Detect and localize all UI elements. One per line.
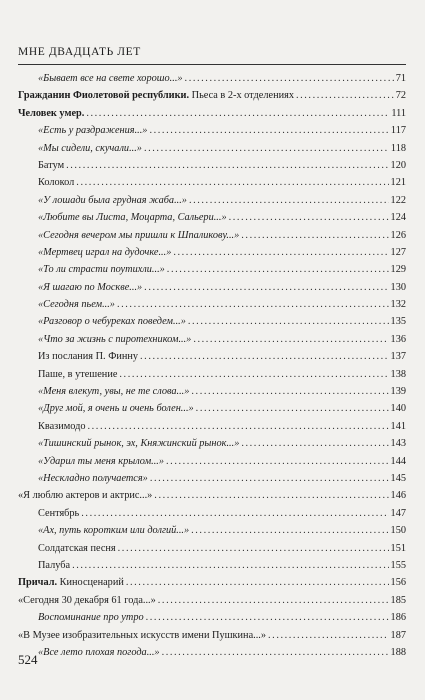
toc-entry-title — [38, 609, 144, 626]
toc-entry-title — [38, 192, 187, 209]
toc-entry-subtitle: Киносценарий — [57, 577, 124, 589]
toc-entry-title — [38, 157, 64, 174]
toc-entry-title — [38, 435, 239, 452]
toc-page-number: 188 — [390, 646, 406, 658]
toc-page-number: 139 — [390, 386, 406, 398]
dot-leader — [119, 366, 388, 383]
toc-entry-title — [38, 279, 142, 296]
dot-leader — [241, 435, 388, 452]
toc-entry-subtitle: «У лошади была грудная жаба...» — [38, 194, 187, 206]
dot-leader — [117, 296, 389, 313]
toc-entry-title — [18, 592, 156, 609]
toc-entry — [18, 87, 406, 104]
dot-leader — [191, 383, 388, 400]
page-number: 524 — [18, 652, 38, 667]
toc-page-number: 140 — [390, 403, 406, 415]
toc-page-number: 143 — [390, 438, 406, 450]
dot-leader — [154, 487, 388, 504]
dot-leader — [140, 348, 389, 365]
toc-page-number: 145 — [390, 472, 406, 484]
table-of-contents — [18, 70, 406, 661]
toc-entry-title — [38, 505, 79, 522]
toc-entry-title — [38, 261, 165, 278]
toc-entry — [18, 557, 406, 574]
toc-entry-subtitle: «Сегодня вечером мы пришли к Шпаликову...» — [38, 229, 240, 241]
toc-entry-title — [38, 366, 117, 383]
toc-page-number: 71 — [395, 73, 406, 84]
toc-entry-title — [38, 470, 148, 487]
toc-page-number: 126 — [390, 229, 406, 241]
toc-entry-subtitle: Паше, в утешение — [38, 368, 118, 380]
dot-leader — [66, 157, 388, 174]
toc-entry — [18, 453, 406, 470]
toc-entry — [18, 487, 406, 504]
toc-entry-title — [38, 244, 171, 261]
toc-entry-title — [18, 87, 294, 104]
dot-leader — [296, 87, 394, 104]
toc-entry-subtitle: «Я шагаю по Москве...» — [38, 281, 143, 293]
toc-page-number: 186 — [390, 612, 406, 624]
toc-entry — [18, 366, 406, 383]
toc-page-number: 144 — [390, 455, 406, 467]
toc-entry-title — [18, 627, 266, 644]
toc-page-number: 124 — [390, 212, 406, 224]
toc-entry — [18, 644, 406, 661]
toc-entry-subtitle: «В Музее изобразительных искусств имени Пушкина...» — [18, 629, 267, 641]
toc-page-number: 136 — [390, 333, 406, 345]
toc-entry-title — [38, 313, 186, 330]
toc-page-number: 120 — [390, 159, 406, 171]
dot-leader — [72, 557, 388, 574]
dot-leader — [118, 540, 389, 557]
running-header: МНЕ ДВАДЦАТЬ ЛЕТ — [18, 46, 141, 58]
toc-entry — [18, 313, 406, 330]
toc-page-number: 111 — [391, 107, 406, 119]
toc-entry-subtitle: «Я люблю актеров и актрис...» — [18, 490, 153, 502]
toc-entry-bold-title: Человек умер. — [18, 107, 85, 119]
toc-entry-title — [38, 296, 115, 313]
dot-leader — [158, 592, 389, 609]
toc-entry-bold-title: Гражданин Фиолетовой республики. — [18, 90, 190, 102]
toc-entry — [18, 174, 406, 191]
dot-leader — [162, 644, 389, 661]
toc-entry — [18, 418, 406, 435]
toc-entry — [18, 435, 406, 452]
dot-leader — [185, 70, 394, 87]
toc-entry-title — [38, 174, 74, 191]
dot-leader — [167, 261, 389, 278]
toc-entry-subtitle: «Мы сидели, скучали...» — [38, 142, 142, 154]
toc-page-number: 127 — [390, 246, 406, 258]
toc-entry — [18, 105, 406, 122]
toc-entry-subtitle: «Сегодня 30 декабря 61 года...» — [18, 594, 156, 606]
toc-page-number: 156 — [390, 577, 406, 589]
toc-entry-title — [38, 400, 194, 417]
toc-entry-subtitle: Палуба — [38, 559, 71, 571]
toc-entry-subtitle: «Что за жизнь с пиротехником...» — [38, 333, 192, 345]
toc-entry — [18, 261, 406, 278]
toc-entry-title — [38, 540, 116, 557]
dot-leader — [173, 244, 388, 261]
toc-page-number: 151 — [390, 542, 406, 554]
toc-page-number: 185 — [390, 594, 406, 606]
toc-page-number: 155 — [390, 559, 406, 571]
dot-leader — [268, 627, 389, 644]
toc-entry-title — [38, 418, 86, 435]
toc-entry-title — [38, 209, 227, 226]
toc-entry-subtitle: «Разговор о чебуреках поведем...» — [38, 316, 186, 328]
toc-entry-subtitle: «Любите вы Листа, Моцарта, Сальери...» — [38, 212, 227, 224]
dot-leader — [196, 400, 389, 417]
toc-entry — [18, 383, 406, 400]
toc-entry-subtitle: «Сегодня пьем...» — [38, 299, 115, 311]
toc-page-number: 135 — [390, 316, 406, 328]
toc-entry — [18, 244, 406, 261]
toc-entry-title — [38, 644, 160, 661]
toc-entry-subtitle: «Бывает все на свете хорошо...» — [38, 73, 183, 84]
toc-entry — [18, 592, 406, 609]
dot-leader — [126, 574, 389, 591]
dot-leader — [76, 174, 388, 191]
header-rule — [18, 64, 406, 65]
toc-entry-title — [38, 453, 164, 470]
toc-entry-bold-title: Причал. — [18, 577, 58, 589]
toc-entry — [18, 400, 406, 417]
toc-entry-title — [38, 227, 239, 244]
toc-page-number: 137 — [390, 351, 406, 363]
toc-entry-title — [38, 70, 183, 87]
toc-entry — [18, 296, 406, 313]
toc-entry — [18, 279, 406, 296]
dot-leader — [193, 331, 388, 348]
toc-page-number: 132 — [390, 299, 406, 311]
toc-entry — [18, 574, 406, 591]
toc-entry — [18, 470, 406, 487]
dot-leader — [241, 227, 388, 244]
dot-leader — [146, 609, 389, 626]
toc-entry — [18, 609, 406, 626]
toc-entry-subtitle: Солдатская песня — [38, 542, 116, 554]
toc-page-number: 147 — [390, 507, 406, 519]
dot-leader — [229, 209, 389, 226]
toc-page-number: 150 — [390, 525, 406, 537]
toc-entry-title — [38, 140, 142, 157]
dot-leader — [88, 418, 389, 435]
toc-page-number: 121 — [390, 177, 406, 189]
toc-entry — [18, 227, 406, 244]
toc-entry — [18, 331, 406, 348]
toc-entry-title — [38, 557, 70, 574]
toc-entry-subtitle: Воспоминание про утро — [38, 612, 144, 624]
dot-leader — [166, 453, 389, 470]
toc-entry — [18, 140, 406, 157]
toc-entry-title — [38, 348, 138, 365]
toc-entry — [18, 348, 406, 365]
toc-entry-title — [38, 383, 189, 400]
toc-page-number: 187 — [390, 629, 406, 641]
toc-entry-subtitle: «Ах, путь коротким или долгий...» — [38, 525, 190, 537]
toc-entry — [18, 192, 406, 209]
dot-leader — [150, 470, 389, 487]
toc-page-number: 130 — [390, 281, 406, 293]
dot-leader — [81, 505, 388, 522]
toc-entry-subtitle: «Все лето плохая погода...» — [38, 646, 160, 658]
toc-entry-subtitle: «То ли страсти поутихли...» — [38, 264, 165, 276]
toc-entry-subtitle: Колокол — [38, 177, 75, 189]
toc-entry-subtitle: Сентябрь — [38, 507, 80, 519]
toc-page-number: 118 — [390, 142, 406, 154]
toc-entry — [18, 627, 406, 644]
dot-leader — [144, 279, 388, 296]
dot-leader — [86, 105, 389, 122]
toc-page-number: 146 — [390, 490, 406, 502]
toc-page-number: 117 — [390, 125, 406, 137]
toc-entry-subtitle: Из послания П. Финну — [38, 351, 139, 363]
dot-leader — [189, 192, 389, 209]
toc-page-number: 138 — [390, 368, 406, 380]
toc-entry-subtitle: «Мертвец играл на дудочке...» — [38, 246, 172, 258]
toc-entry-subtitle: «Друг мой, я очень и очень болен...» — [38, 403, 194, 415]
toc-entry-title — [38, 122, 147, 139]
toc-entry-title — [18, 105, 84, 122]
toc-entry-subtitle: Батум — [38, 159, 65, 171]
toc-entry — [18, 157, 406, 174]
toc-entry-title — [18, 487, 152, 504]
toc-entry — [18, 540, 406, 557]
toc-entry-title — [38, 522, 189, 539]
toc-entry-title — [18, 574, 124, 591]
toc-entry-subtitle: Квазимодо — [38, 420, 86, 432]
toc-entry-subtitle: «Меня влекут, увы, не те слова...» — [38, 386, 190, 398]
toc-entry-subtitle: «Нескладно получается» — [38, 472, 148, 484]
toc-page-number: 141 — [390, 420, 406, 432]
toc-page-number: 72 — [395, 90, 406, 102]
dot-leader — [191, 522, 388, 539]
toc-entry — [18, 505, 406, 522]
toc-entry-subtitle: «Тишинский рынок, эх, Княжинский рынок...» — [38, 438, 240, 450]
toc-entry — [18, 70, 406, 87]
toc-entry-subtitle: «Есть у раздражения...» — [38, 125, 148, 137]
toc-entry — [18, 122, 406, 139]
dot-leader — [149, 122, 388, 139]
toc-entry — [18, 209, 406, 226]
dot-leader — [188, 313, 389, 330]
toc-entry-title — [38, 331, 191, 348]
toc-entry-subtitle: Пьеса в 2-х отделениях — [189, 90, 294, 102]
dot-leader — [144, 140, 389, 157]
toc-entry — [18, 522, 406, 539]
toc-page-number: 129 — [390, 264, 406, 276]
toc-entry-subtitle: «Ударил ты меня крылом...» — [38, 455, 165, 467]
toc-page-number: 122 — [390, 194, 406, 206]
